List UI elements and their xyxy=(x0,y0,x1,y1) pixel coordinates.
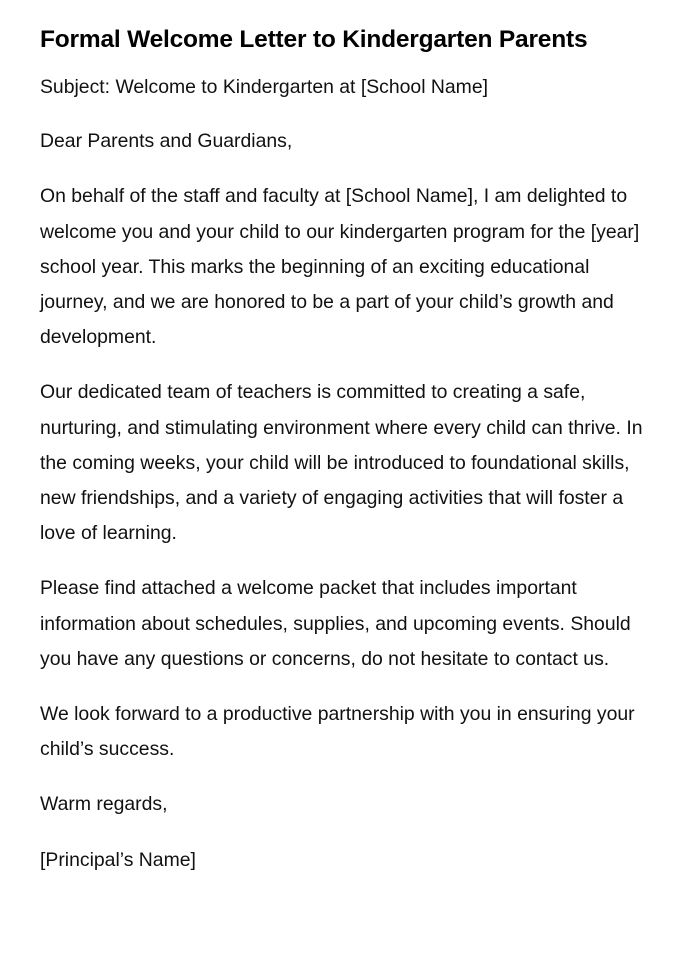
letter-signature: [Principal’s Name] xyxy=(40,848,196,871)
letter-paragraph-3: Please find attached a welcome packet that includes important information about schedules, supplies, and upcoming events. Should you have any questions or concerns, do not hesitate to contact us. xyxy=(40,577,631,670)
letter-paragraph-2: Our dedicated team of teachers is committed to creating a safe, nurturing, and stimulating environment where every child can thrive. In the coming weeks, your child will be introduced to foundational skills, new friendships, and a variety of engaging activities that will foster a love of learning. xyxy=(40,381,643,545)
letter-salutation: Dear Parents and Guardians, xyxy=(40,130,293,153)
letter-paragraph-4: We look forward to a productive partnership with you in ensuring your child’s success. xyxy=(40,703,635,761)
letter-page xyxy=(40,24,650,898)
letter-subject: Subject: Welcome to Kindergarten at [School Name] xyxy=(40,76,489,98)
letter-paragraph-1: On behalf of the staff and faculty at [School Name], I am delighted to welcome you and your child to our kindergarten program for the [year] school year. This marks the beginning of an exciting educational journey, and we are honored to be a part of your child’s growth and development. xyxy=(40,185,640,349)
letter-closing: Warm regards, xyxy=(40,793,168,816)
letter-title: Formal Welcome Letter to Kindergarten Parents xyxy=(40,26,588,53)
